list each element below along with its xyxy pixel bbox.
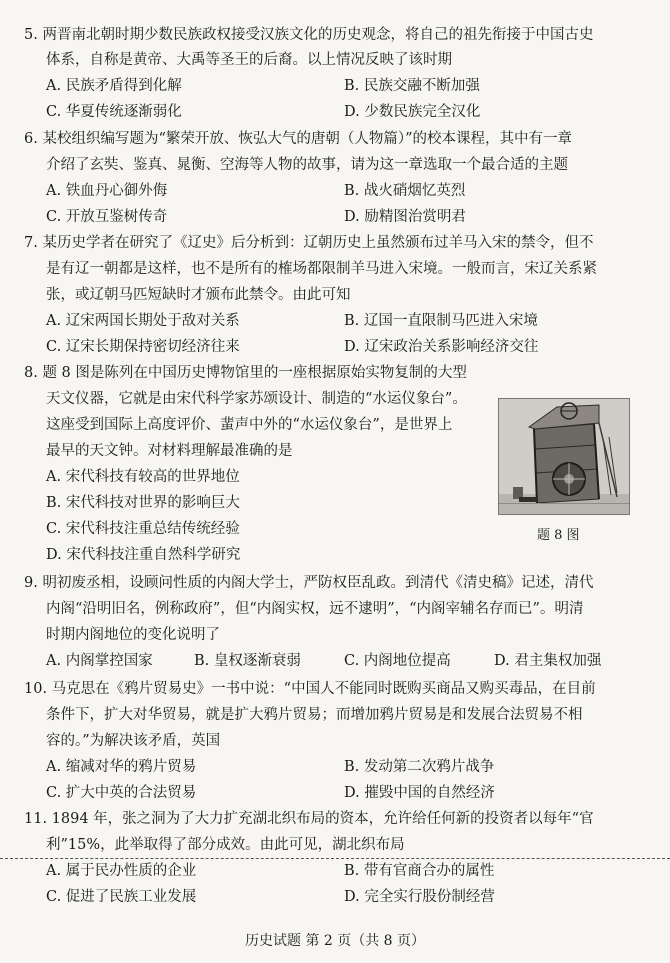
q11-option-d: D. 完全实行股份制经营 bbox=[344, 889, 495, 905]
q5-option-c: C. 华夏传统逐渐弱化 bbox=[46, 104, 182, 120]
q7-line-2: 是有辽一朝都是这样，也不是所有的榷场都限制羊马进入宋境。一般而言，宋辽关系紧 bbox=[46, 261, 597, 277]
q11-line-1: 11. 1894 年，张之洞为了大力扩充湖北织布局的资本，允许给任何新的投资者以每年“官 bbox=[24, 811, 594, 827]
q9-option-b: B. 皇权逐渐衰弱 bbox=[194, 653, 301, 669]
q7-option-b: B. 辽国一直限制马匹进入宋境 bbox=[344, 313, 538, 329]
page-footer: 历史试题 第 2 页（共 8 页） bbox=[244, 933, 426, 949]
q8-line-4: 最早的天文钟。对材料理解最准确的是 bbox=[46, 443, 293, 459]
fold-line bbox=[0, 858, 670, 859]
q6-option-d: D. 励精图治赏明君 bbox=[344, 209, 466, 225]
q7-option-a: A. 辽宋两国长期处于敌对关系 bbox=[46, 313, 240, 329]
q7-option-d: D. 辽宋政治关系影响经济交往 bbox=[344, 339, 539, 355]
q8-option-a: A. 宋代科技有较高的世界地位 bbox=[46, 469, 240, 485]
q6-option-a: A. 铁血丹心御外侮 bbox=[46, 183, 168, 199]
q7-line-3: 张，或辽朝马匹短缺时才颁布此禁令。由此可知 bbox=[46, 287, 351, 303]
q7-line-1: 7. 某历史学者在研究了《辽史》后分析到：辽朝历史上虽然颁布过羊马入宋的禁令，但不 bbox=[24, 235, 594, 251]
q11-option-b: B. 带有官商合办的属性 bbox=[344, 863, 495, 879]
q9-line-3: 时期内阁地位的变化说明了 bbox=[46, 627, 220, 643]
clock-tower-drawing bbox=[499, 399, 629, 514]
q9-line-2: 内阁“沿明旧名，例称政府”，但“内阁实权，远不逮明”，“内阁宰辅名存而已”。明清 bbox=[46, 601, 584, 617]
q8-line-3: 这座受到国际上高度评价、蜚声中外的“水运仪象台”，是世界上 bbox=[46, 417, 453, 433]
q8-option-d: D. 宋代科技注重自然科学研究 bbox=[46, 547, 241, 563]
figure-caption: 题 8 图 bbox=[537, 528, 580, 543]
q10-option-a: A. 缩减对华的鸦片贸易 bbox=[46, 759, 197, 775]
q5-option-a: A. 民族矛盾得到化解 bbox=[46, 78, 182, 94]
q11-option-c: C. 促进了民族工业发展 bbox=[46, 889, 197, 905]
q10-line-3: 容的。”为解决该矛盾，英国 bbox=[46, 733, 221, 749]
q9-option-c: C. 内阁地位提高 bbox=[344, 653, 451, 669]
q9-line-1: 9. 明初废丞相，设顾问性质的内阁大学士，严防权臣乱政。到清代《清史稿》记述，清代 bbox=[24, 575, 594, 591]
q10-option-d: D. 摧毁中国的自然经济 bbox=[344, 785, 495, 801]
q10-line-2: 条件下，扩大对华贸易，就是扩大鸦片贸易；而增加鸦片贸易是和发展合法贸易不相 bbox=[46, 707, 583, 723]
astronomical-clock-tower-image bbox=[498, 398, 630, 515]
q6-option-c: C. 开放互鉴树传奇 bbox=[46, 209, 168, 225]
q5-option-d: D. 少数民族完全汉化 bbox=[344, 104, 481, 120]
q7-option-c: C. 辽宋长期保持密切经济往来 bbox=[46, 339, 240, 355]
q9-option-a: A. 内阁掌控国家 bbox=[46, 653, 153, 669]
q9-option-d: D. 君主集权加强 bbox=[494, 653, 602, 669]
q6-line-1: 6. 某校组织编写题为“繁荣开放、恢弘大气的唐朝（人物篇）”的校本课程，其中有一章 bbox=[24, 131, 573, 147]
q11-line-2: 利”15%，此举取得了部分成效。由此可见，湖北织布局 bbox=[46, 837, 405, 853]
q5-line-2: 体系，自称是黄帝、大禹等圣王的后裔。以上情况反映了该时期 bbox=[46, 52, 452, 68]
q8-option-b: B. 宋代科技对世界的影响巨大 bbox=[46, 495, 240, 511]
q6-option-b: B. 战火硝烟忆英烈 bbox=[344, 183, 466, 199]
q8-line-2: 天文仪器，它就是由宋代科学家苏颂设计、制造的“水运仪象台”。 bbox=[46, 391, 467, 407]
q5-option-b: B. 民族交融不断加强 bbox=[344, 78, 480, 94]
q11-option-a: A. 属于民办性质的企业 bbox=[46, 863, 197, 879]
q10-option-b: B. 发动第二次鸦片战争 bbox=[344, 759, 495, 775]
q10-option-c: C. 扩大中英的合法贸易 bbox=[46, 785, 197, 801]
q8-line-1: 8. 题 8 图是陈列在中国历史博物馆里的一座根据原始实物复制的大型 bbox=[24, 365, 467, 381]
q10-line-1: 10. 马克思在《鸦片贸易史》一书中说：“中国人不能同时既购买商品又购买毒品，在目前 bbox=[24, 681, 596, 697]
q6-line-2: 介绍了玄奘、鉴真、晁衡、空海等人物的故事，请为这一章选取一个最合适的主题 bbox=[46, 157, 568, 173]
q5-line-1: 5. 两晋南北朝时期少数民族政权接受汉族文化的历史观念，将自己的祖先衔接于中国古史 bbox=[24, 27, 594, 43]
q8-option-c: C. 宋代科技注重总结传统经验 bbox=[46, 521, 240, 537]
